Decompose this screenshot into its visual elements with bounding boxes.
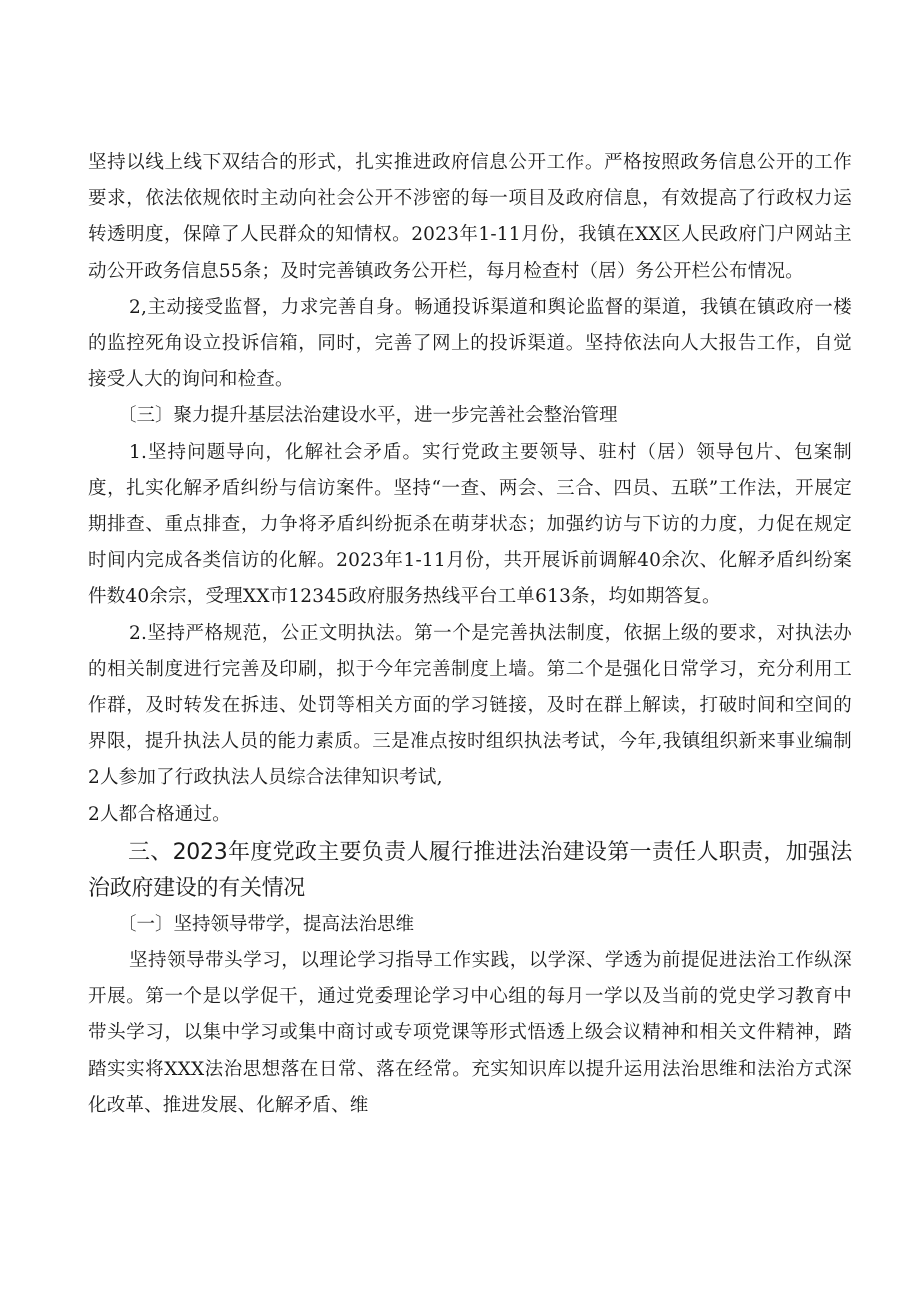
subsection-heading-1: 〔一〕坚持领导带学，提高法治思维: [118, 913, 415, 935]
paragraph-law-enforcement: 2.坚持严格规范，公正文明执法。第一个是完善执法制度，依据上级的要求，对执法办的相关制度进行完善及印刷，拟于今年完善制度上墙。第二个是强化日常学习，充分利用工作群，及时转发在拆违、处罚等相关方面的学习链接，及时在群上解读，打破时间和空间的界限，提升执法人员的能力素质。三是准点按时组织执法考试，今年,我镇组织新来事业编制2人参加了行政执法人员综合法律知识考试,: [88, 622, 852, 789]
section-title-3: 三、2023年度党政主要负责人履行推进法治建设第一责任人职责，加强法治政府建设的有关情况: [88, 839, 852, 901]
paragraph-info-disclosure: 坚持以线上线下双结合的形式，扎实推进政府信息公开工作。严格按照政务信息公开的工作要求，依法依规依时主动向社会公开不涉密的每一项目及政府信息，有效提高了行政权力运转透明度，保障了人民群众的知情权。2023年1-11月份，我镇在XX区人民政府门户网站主动公开政务信息55条；及时完善镇政务公开栏，每月检查村（居）务公开栏公布情况。: [88, 152, 852, 282]
paragraph-problem-oriented: 1.坚持问题导向，化解社会矛盾。实行党政主要领导、驻村（居）领导包片、包案制度，扎实化解矛盾纠纷与信访案件。坚持“一查、两会、三合、四员、五联”工作法，开展定期排查、重点排查，力争将矛盾纠纷扼杀在萌芽状态；加强约访与下访的力度，力促在规定时间内完成各类信访的化解。2023年1-11月份，共开展诉前调解40余次、化解矛盾纠纷案件数40余宗，受理XX市12345政府服务热线平台工单613条，均如期答复。: [88, 441, 852, 608]
document-body: [88, 145, 852, 1124]
paragraph-accept-supervision: 2,主动接受监督，力求完善自身。畅通投诉渠道和舆论监督的渠道，我镇在镇政府一楼的监控死角设立投诉信箱，同时，完善了网上的投诉渠道。坚持依法向人大报告工作，自觉接受人大的询问和检查。: [88, 296, 852, 391]
paragraph-leadership-study: 坚持领导带头学习，以理论学习指导工作实践，以学深、学透为前提促进法治工作纵深开展。第一个是以学促干，通过党委理论学习中心组的每月一学以及当前的党史学习教育中带头学习，以集中学习或集中商讨或专项党课等形式悟透上级会议精神和相关文件精神，踏踏实实将XXX法治思想落在日常、落在经常。充实知识库以提升运用法治思维和法治方式深化改革、推进发展、化解矛盾、维: [88, 950, 852, 1116]
subsection-heading-3: 〔三〕聚力提升基层法治建设水平，进一步完善社会整治管理: [118, 405, 618, 427]
paragraph-exam-result: 2人都合格通过。: [88, 803, 231, 825]
